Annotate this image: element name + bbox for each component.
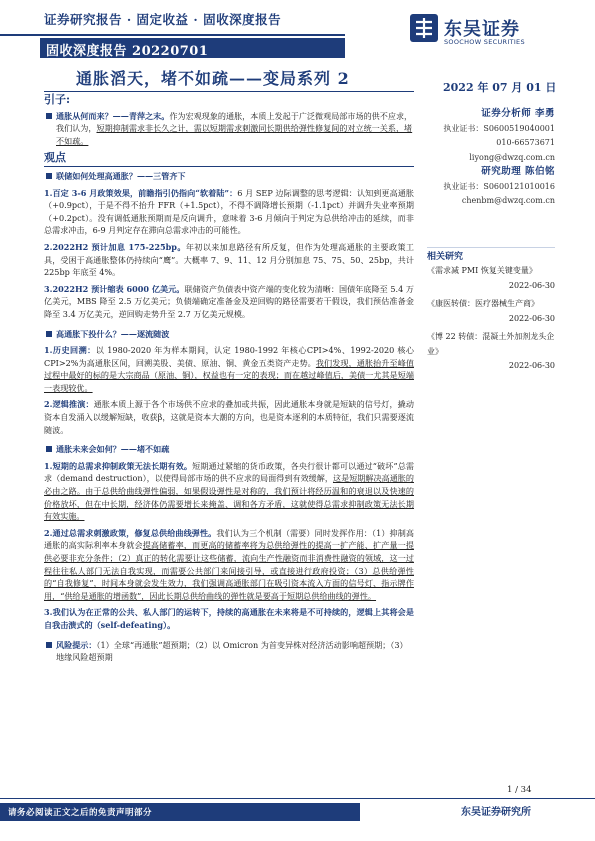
- section-paragraph: 2.逻辑推演：通胀本质上源于各个市场供不应求的叠加或共振，因此通胀本身就是短缺的信号灯，撬动资本自发涌入以缓解短缺，收获β，这就是资本大潮的方向，也是资本逐利的本质特征，我们只需要逐流随波。: [44, 399, 414, 435]
- logo-mark-icon: [410, 14, 438, 42]
- bullet-square-icon: [46, 173, 52, 179]
- footer-rule: [0, 798, 595, 799]
- risk-warning: 风险提示：（1）全球“再通胀”超预期；（2）以 Omicron 为首变异株对经济活动影响超预期；（3）地缘风险超预期: [44, 639, 414, 664]
- analyst-email[interactable]: liyong@dwzq.com.cn: [469, 152, 555, 162]
- related-item-title[interactable]: 《需求减 PMI 恢复关键变量》: [427, 266, 537, 275]
- bullet-square-icon: [46, 642, 52, 648]
- title-rule: [44, 91, 414, 92]
- bullet-square-icon: [46, 446, 52, 452]
- intro-heading: 引子:: [44, 93, 71, 106]
- section-paragraph: 3.我们认为在正常的公共、私人部门的运转下，持续的高通胀在未来将是不可持续的，逻辑上其将会是自我击溃式的（self-defeating）。: [44, 607, 414, 630]
- observation-heading: 观点: [44, 152, 414, 167]
- section-heading: 联储如何处理高通胀？——三管齐下: [44, 170, 414, 183]
- section-paragraph: 2.通过总需求刺激政策，修复总供给曲线弹性。我们认为三个机制（需要）同时发挥作用：（1）抑制高通胀的高实际利率本身就会提高储蓄率，而更高的储蓄率将为总供给弹性的提高一扩产能、扩产量一提供必要非充分条件；（2）真正的转化需要让这些储蓄，流向生产性融资而非消费性融资的领域，这一过程往往私人部门无法自我实现，而需要公共部门来间接引导，或直接进行政府投资；（3）总供给弹性的“自我修复”，时间本身就会发生效力，我们强调高通胀部门在吸引资本流入方面的信号灯、指示牌作用，“供给是通胀的增函数”，因此长期总供给曲线的弹性就是要高于短期总供给曲线的弹性。: [44, 527, 414, 601]
- section-paragraph: 2.2022H2 预计加息 175-225bp。年初以来加息路径有所反复，但作为处理高通胀的主要政策工具，受困于高通胀整体仍持续向“鹰”。大概率 7、9、11、12 月分别加息 75、75、50、25bp，共计 225bp 年底至 4%。: [44, 241, 415, 278]
- report-type-banner: 固收深度报告 20220701: [40, 38, 345, 58]
- page-number: 1 / 34: [507, 785, 532, 795]
- header-rule: [0, 34, 345, 36]
- company-logo: [410, 14, 560, 48]
- section-heading: 通胀未来会如何？——堵不如疏: [44, 443, 414, 456]
- logo-text-en: SOOCHOW SECURITIES: [444, 38, 525, 46]
- analyst-name: 证券分析师 李勇: [481, 108, 555, 119]
- section-heading: 高通胀下投什么？——逐流随波: [44, 328, 414, 341]
- related-item-title[interactable]: 《康医转债：医疗器械生产商》: [427, 299, 539, 308]
- related-research-heading: 相关研究: [427, 247, 555, 265]
- intro-bullet-title: 通胀从何而来？——青萍之末。: [56, 110, 170, 121]
- breadcrumb: 证券研究报告 · 固定收益 · 固收深度报告: [44, 12, 282, 27]
- bullet-square-icon: [46, 331, 52, 337]
- intro-bullet-text: 作为宏观现象的通胀，本质上发起于广泛微观局部市场的供不应求，我们认为，: [56, 110, 413, 134]
- institute-name: 东吴证券研究所: [461, 807, 531, 818]
- related-item-date: 2022-06-30: [508, 361, 555, 370]
- assistant-name: 研究助理 陈伯铭: [481, 166, 555, 177]
- disclaimer-banner: 请务必阅读正文之后的免责声明部分: [0, 803, 360, 821]
- intro-bullet: [44, 110, 414, 148]
- related-item-date: 2022-06-30: [508, 280, 555, 290]
- page-header: [0, 0, 595, 59]
- analyst-cert: 执业证书：S0600519040001: [443, 123, 555, 133]
- intro-bullet-underline: 短期抑制需求非长久之计，需以短期需求刺激同长期供给弹性修复间的对立统一关系，堵不如疏。: [56, 123, 413, 146]
- section-paragraph: 3.2022H2 预计缩表 6000 亿美元。联储资产负债表中资产端的变化较为清晰：国债年底降至 5.4 万亿美元，MBS 降至 2.5 万亿美元；负债端确定准备金及逆回购的路径需要若干假设，我们预估准备金降至 3.4 万亿美元，逆回购走势升至 2.7 万亿美元规模。: [44, 283, 414, 319]
- assistant-email[interactable]: chenbm@dwzq.com.cn: [461, 196, 555, 205]
- related-item-title[interactable]: 《博 22 转债：混凝土外加剂龙头企业》: [427, 332, 555, 356]
- main-content: [44, 94, 414, 664]
- sidebar: [427, 107, 555, 378]
- logo-text-cn: 东吴证券: [444, 19, 520, 40]
- analyst-phone: 010-66573671: [496, 138, 555, 147]
- section-paragraph: 1.历史回溯：以 1980-2020 年为样本期间，认定 1980-1992 年核心CPI>4%、1992-2020 核心 CPI>2%为高通胀区间，回溯美股、美债、原油、铜、黄金五类资产走势。我们发现，通胀抬升至峰值过程中最好的标的是大宗商品（原油、铜），权益也有一定的表现；而在越过峰值后，美债一尤其是短端一表现较优。: [44, 345, 414, 393]
- report-date: 2022 年 07 月 01 日: [443, 81, 557, 94]
- assistant-cert: 执业证书：S0600121010016: [443, 181, 555, 191]
- bullet-square-icon: [46, 113, 52, 119]
- section-paragraph: 1.百定 3-6 月政策效果，前瞻指引仍指向“软着陆”：6 月 SEP 边际调整的思考逻辑：认知到更高通胀（+0.9pct），于是不得不抬升 FFR（+1.5pct），不得不调降增长预期（-1.1pct）并调升失业率预期（+0.2pct）。没有调低通胀预期而是反向调升，意味着 3-6 月倾向于判定为总供给冲击的延续，而非总需求冲击，6-9 月判定存在滞向总需求冲击的可能性。: [44, 187, 414, 236]
- report-title: 通胀滔天，堵不如疏——变局系列 2: [76, 69, 350, 88]
- related-item-date: 2022-06-30: [508, 313, 555, 323]
- section-paragraph: 1.短期的总需求抑制政策无法长期有效。短期通过紧缩的货币政策，各央行很计都可以通过“破坏”总需求（demand destruction），以使得局部市场的供不应求的局面得到有效缓解，这是短期解决高通胀的必由之路。由于总供给曲线弹性偏弱，如果假设弹性是对称的，我们预计将经历温和的衰退以及快速的价格放坏，但在中长期，经济体仍需要增长来掩盖、调和各方矛盾，这就使得总需求抑制政策无法长期有效实施。: [44, 460, 414, 522]
